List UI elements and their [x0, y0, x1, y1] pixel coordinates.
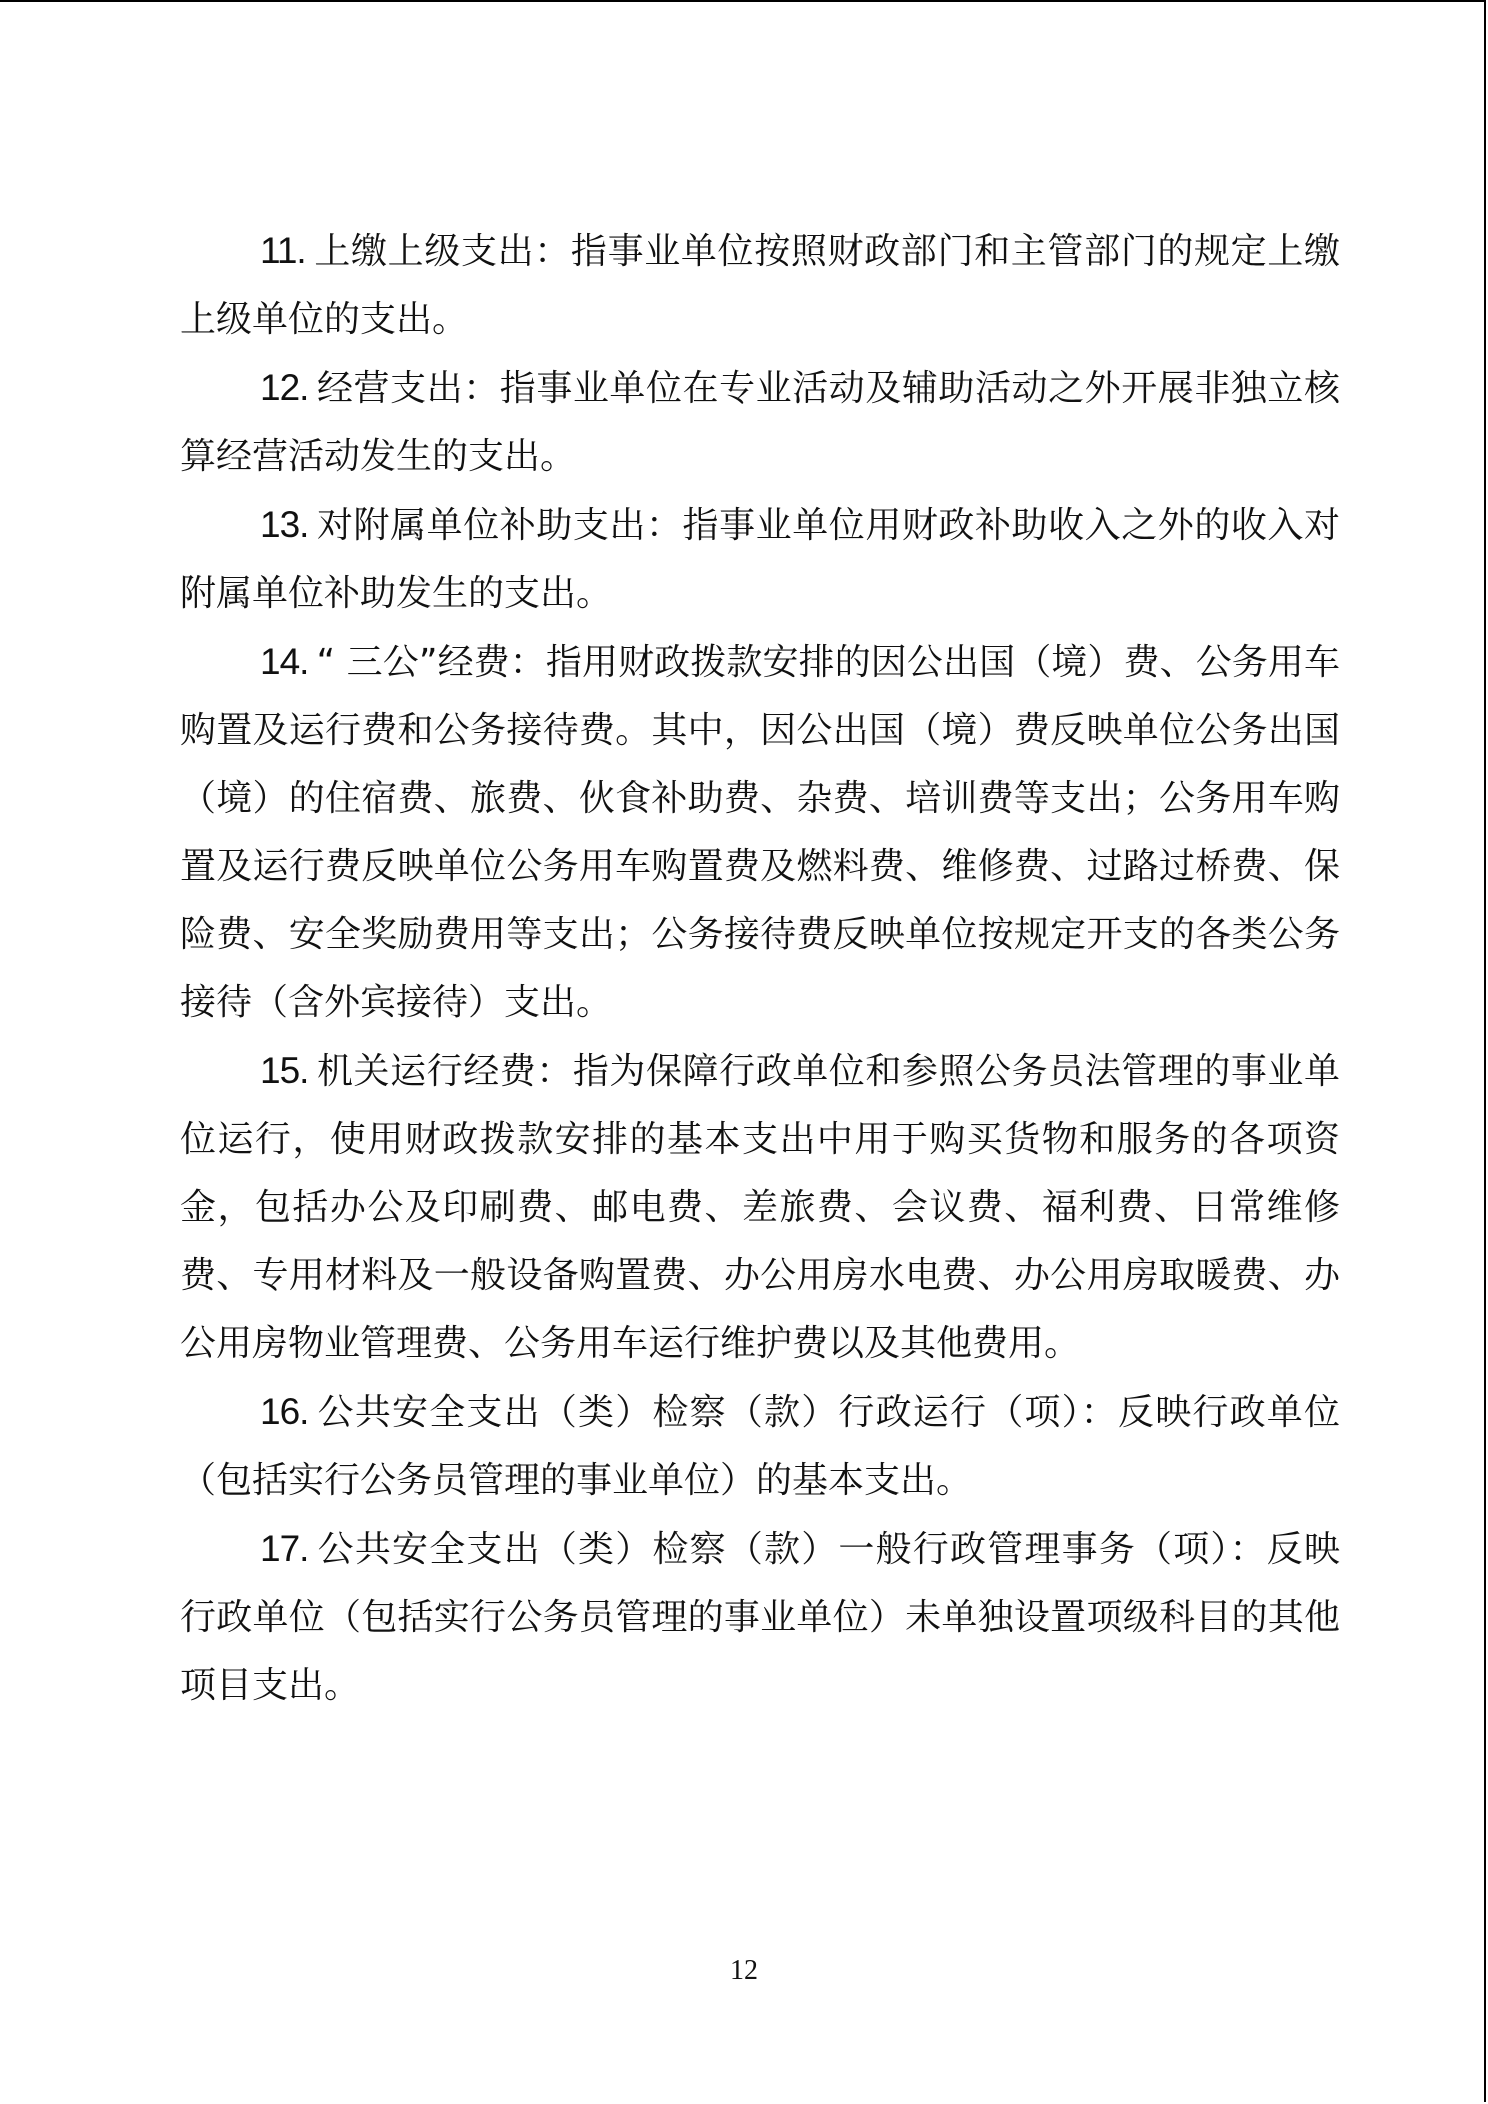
page-number: 12 — [730, 1955, 758, 1986]
paragraph-13 — [180, 491, 1340, 628]
item-text: “ 三公”经费：指用财政拨款安排的因公出国（境）费、公务用车购置及运行费和公务接待费。其中，因公出国（境）费反映单位公务出国（境）的住宿费、旅费、伙食补助费、杂费、培训费等支出；公务用车购置及运行费反映单位公务用车购置费及燃料费、维修费、过路过桥费、保险费、安全奖励费用等支出；公务接待费反映单位按规定开支的各类公务接待（含外宾接待）支出。 — [180, 642, 1340, 1023]
item-text: 公共安全支出（类）检察（款）一般行政管理事务（项）：反映行政单位（包括实行公务员管理的事业单位）未单独设置项级科目的其他项目支出。 — [180, 1529, 1340, 1706]
item-number: 12. — [260, 367, 309, 408]
item-number: 15. — [260, 1050, 309, 1091]
item-number: 13. — [260, 504, 309, 545]
paragraph-16 — [180, 1378, 1340, 1515]
item-text: 机关运行经费：指为保障行政单位和参照公务员法管理的事业单位运行，使用财政拨款安排的基本支出中用于购买货物和服务的各项资金，包括办公及印刷费、邮电费、差旅费、会议费、福利费、日常维修费、专用材料及一般设备购置费、办公用房水电费、办公用房取暖费、办公用房物业管理费、公务用车运行维护费以及其他费用。 — [180, 1051, 1340, 1364]
paragraph-14 — [180, 628, 1340, 1037]
item-text: 经营支出：指事业单位在专业活动及辅助活动之外开展非独立核算经营活动发生的支出。 — [180, 368, 1340, 477]
item-number: 16. — [260, 1391, 309, 1432]
item-number: 14. — [260, 641, 309, 682]
paragraph-12 — [180, 354, 1340, 491]
item-number: 17. — [260, 1528, 309, 1569]
paragraph-17 — [180, 1515, 1340, 1720]
document-body — [180, 217, 1340, 1720]
item-text: 对附属单位补助支出：指事业单位用财政补助收入之外的收入对附属单位补助发生的支出。 — [180, 505, 1340, 614]
item-text: 上缴上级支出：指事业单位按照财政部门和主管部门的规定上缴上级单位的支出。 — [180, 231, 1340, 340]
item-number: 11. — [260, 230, 306, 271]
paragraph-11 — [180, 217, 1340, 354]
paragraph-15 — [180, 1037, 1340, 1378]
item-text: 公共安全支出（类）检察（款）行政运行（项）：反映行政单位（包括实行公务员管理的事业单位）的基本支出。 — [180, 1392, 1340, 1501]
